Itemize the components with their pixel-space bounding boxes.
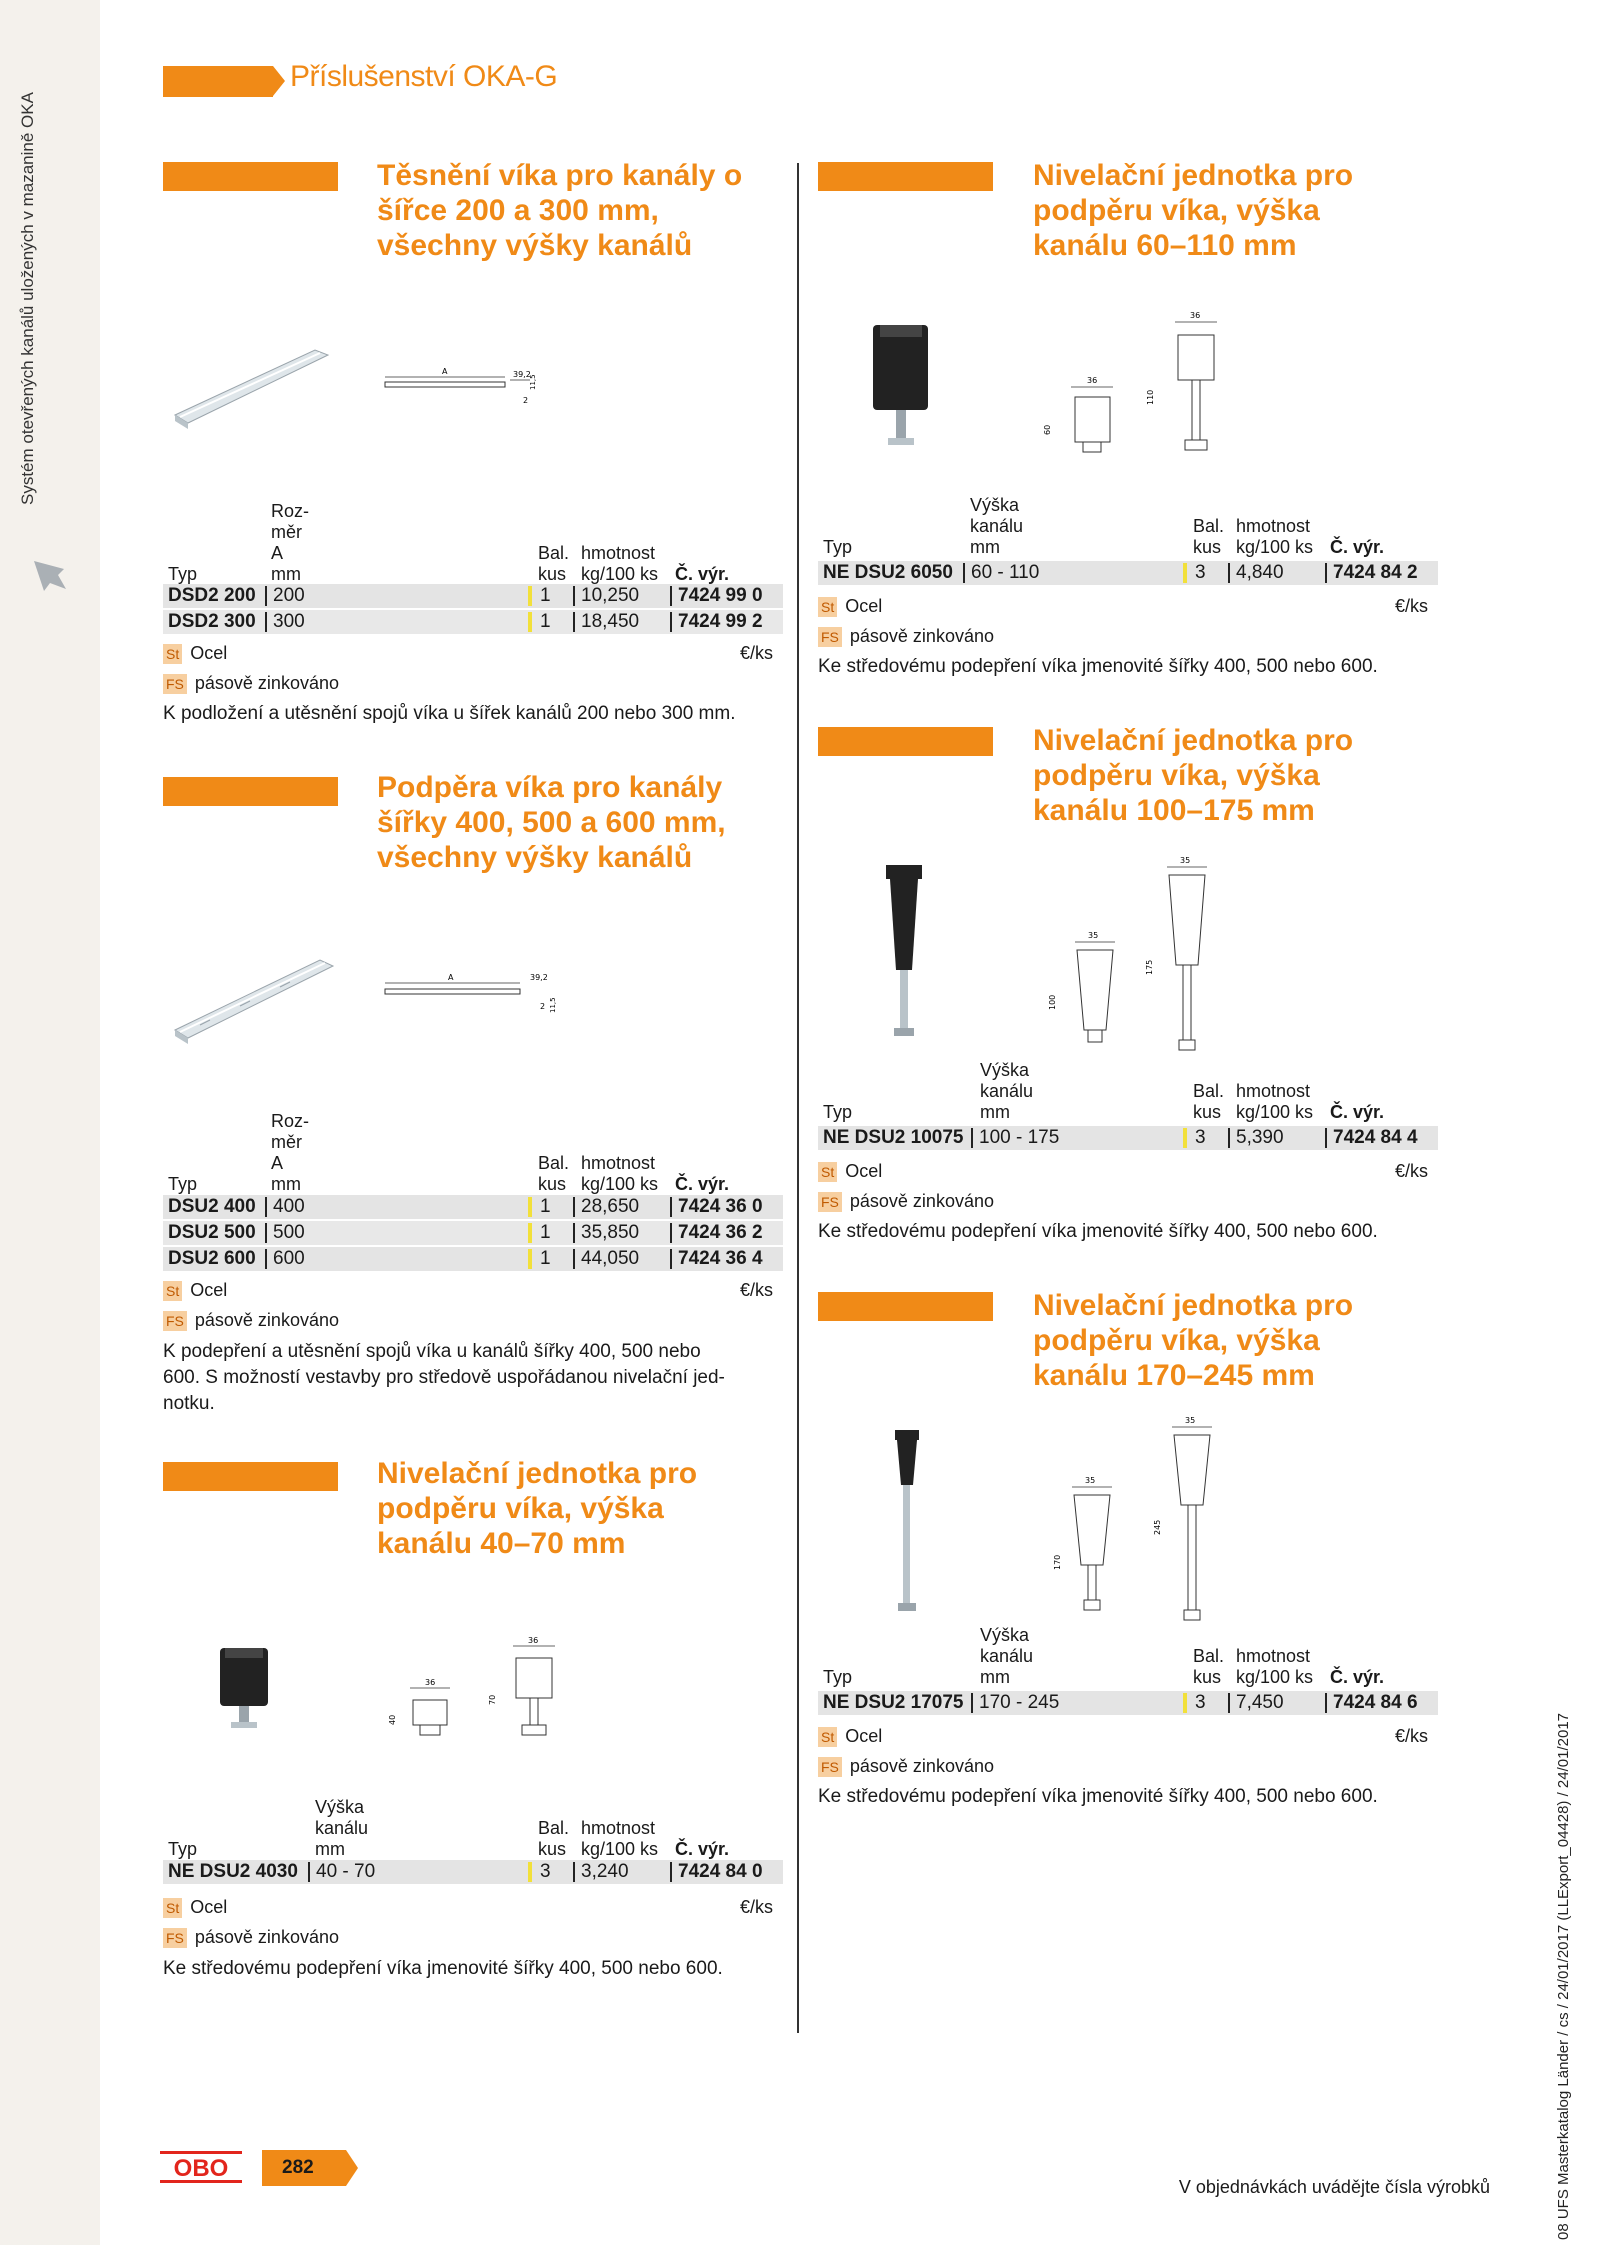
section-title-dsu2: Podpěra víka pro kanály šířky 400, 500 a 600 mm, všechny výšky kanálů <box>377 771 726 874</box>
section-bar <box>818 1292 993 1321</box>
section-title-ne4030: Nivelační jednotka pro podpěru víka, výška kanálu 40–70 mm <box>377 1457 698 1560</box>
section-title-dsd2: Těsnění víka pro kanály o šířce 200 a 300 mm, všechny výšky kanálů <box>377 159 743 262</box>
price-unit: €/ks <box>1395 596 1429 616</box>
section-bar <box>163 162 338 191</box>
column-divider <box>797 163 799 2033</box>
dsd2-dimension-drawing <box>380 360 570 415</box>
finish-fs: FS pásově zinkováno <box>818 624 994 648</box>
price-unit: €/ks <box>740 1897 774 1917</box>
material-steel: St Ocel <box>163 1895 227 1919</box>
material-steel: St Ocel <box>818 1724 882 1748</box>
ne6050-dimension-drawing <box>1035 305 1235 470</box>
table-row: DSU2 600 600 1 44,050 7424 36 4 <box>163 1247 783 1271</box>
section-bar <box>163 777 338 806</box>
svg-text:OBO: OBO <box>173 2155 229 2182</box>
price-unit: €/ks <box>740 643 774 663</box>
ne10075-table: Typ Výška kanálu mm Bal. kus hmotnost kg/100 ks Č. výr. <box>823 1060 1385 1122</box>
svg-text:36: 36 <box>425 1678 436 1687</box>
ne4030-dimension-drawing <box>380 1630 560 1750</box>
dsd2-description: K podložení a utěsnění spojů víka u šířek kanálů 200 nebo 300 mm. <box>163 703 736 724</box>
ne10075-product-image <box>880 860 930 1050</box>
material-steel: St Ocel <box>818 1159 882 1183</box>
svg-text:36: 36 <box>1190 311 1201 320</box>
page-number: 282 <box>282 2157 314 2178</box>
svg-text:70: 70 <box>488 1694 497 1705</box>
ne10075-dimension-drawing <box>1040 850 1240 1060</box>
table-row: NE DSU2 10075 100 - 175 3 5,390 7424 84 4 <box>818 1126 1438 1150</box>
ne10075-description: Ke středovému podepření víka jmenovité šířky 400, 500 nebo 600. <box>818 1221 1378 1242</box>
svg-text:35: 35 <box>1088 931 1099 940</box>
table-row: NE DSU2 17075 170 - 245 3 7,450 7424 84 6 <box>818 1691 1438 1715</box>
section-bar <box>818 727 993 756</box>
finish-fs: FS pásově zinkováno <box>163 1925 339 1949</box>
ne17075-dimension-drawing <box>1040 1410 1240 1625</box>
svg-text:110: 110 <box>1146 389 1155 405</box>
section-bar <box>818 162 993 191</box>
table-row: DSD2 200 200 1 10,250 7424 99 0 <box>163 584 783 608</box>
finish-fs: FS pásově zinkováno <box>163 671 339 695</box>
ne17075-description: Ke středovému podepření víka jmenovité šířky 400, 500 nebo 600. <box>818 1786 1378 1807</box>
ne17075-table: Typ Výška kanálu mm Bal. kus hmotnost kg/100 ks Č. výr. <box>823 1625 1385 1687</box>
catalog-meta-text: 08 UFS Masterkatalog Länder / cs / 24/01/2017 (LLExport_04428) / 24/01/2017 <box>1555 1712 1572 2240</box>
svg-text:2: 2 <box>540 1002 546 1011</box>
section-title-ne10075: Nivelační jednotka pro podpěru víka, výška kanálu 100–175 mm <box>1033 724 1354 827</box>
ne6050-product-image <box>868 320 938 460</box>
sidebar-arrow-icon <box>30 555 70 595</box>
sidebar <box>0 0 100 2245</box>
page-number-arrow <box>346 2150 358 2186</box>
svg-text:245: 245 <box>1153 1519 1162 1535</box>
finish-fs: FS pásově zinkováno <box>818 1754 994 1778</box>
material-steel: St Ocel <box>163 1278 227 1302</box>
ne4030-table: Typ Výška kanálu mm Bal. kus hmotnost kg/100 ks Č. výr. <box>168 1797 730 1859</box>
ne4030-product-image <box>215 1640 275 1740</box>
section-title-ne17075: Nivelační jednotka pro podpěru víka, výška kanálu 170–245 mm <box>1033 1289 1354 1392</box>
svg-text:60: 60 <box>1043 424 1052 435</box>
svg-text:11,5: 11,5 <box>549 997 557 1013</box>
svg-text:A: A <box>442 367 448 376</box>
price-unit: €/ks <box>740 1280 774 1300</box>
page-title: Příslušenství OKA-G <box>290 60 558 93</box>
header-arrow <box>273 66 285 96</box>
dsu2-product-image <box>170 955 335 1045</box>
table-row: NE DSU2 6050 60 - 110 3 4,840 7424 84 2 <box>818 561 1438 585</box>
svg-text:35: 35 <box>1085 1476 1096 1485</box>
svg-text:36: 36 <box>528 1636 539 1645</box>
material-steel: St Ocel <box>163 641 227 665</box>
table-row: DSU2 500 500 1 35,850 7424 36 2 <box>163 1221 783 1245</box>
svg-text:36: 36 <box>1087 376 1098 385</box>
svg-text:2: 2 <box>523 396 529 405</box>
sidebar-text: Systém otevřených kanálů uložených v mazanině OKA <box>18 92 37 505</box>
dsu2-dimension-drawing <box>380 965 570 1025</box>
svg-text:100: 100 <box>1048 994 1057 1010</box>
material-steel: St Ocel <box>818 594 882 618</box>
ne6050-description: Ke středovému podepření víka jmenovité šířky 400, 500 nebo 600. <box>818 656 1378 677</box>
svg-text:40: 40 <box>388 1714 397 1725</box>
finish-fs: FS pásově zinkováno <box>163 1308 339 1332</box>
dsu2-description: K podepření a utěsnění spojů víka u kanálů šířky 400, 500 nebo 600. S možností vestavby pro středově uspořádanou nivelační jed- notku. <box>163 1341 725 1414</box>
table-row: DSD2 300 300 1 18,450 7424 99 2 <box>163 610 783 634</box>
ne6050-table: Typ Výška kanálu mm Bal. kus hmotnost kg/100 ks Č. výr. <box>823 495 1385 557</box>
price-unit: €/ks <box>1395 1726 1429 1746</box>
svg-text:39,2: 39,2 <box>513 370 531 379</box>
svg-text:170: 170 <box>1053 1554 1062 1570</box>
svg-text:35: 35 <box>1180 856 1191 865</box>
svg-text:35: 35 <box>1185 1416 1196 1425</box>
price-unit: €/ks <box>1395 1161 1429 1181</box>
obo-logo <box>160 2150 242 2184</box>
table-row: DSU2 400 400 1 28,650 7424 36 0 <box>163 1195 783 1219</box>
dsd2-table: Typ Roz- měr A mm Bal. kus hmotnost kg/100 ks Č. výr. <box>168 501 730 584</box>
ne4030-description: Ke středovému podepření víka jmenovité šířky 400, 500 nebo 600. <box>163 1958 723 1979</box>
dsu2-table: Typ Roz- měr A mm Bal. kus hmotnost kg/100 ks Č. výr. <box>168 1111 730 1194</box>
svg-text:11,5: 11,5 <box>529 374 537 390</box>
ne17075-product-image <box>887 1425 927 1625</box>
svg-text:39,2: 39,2 <box>530 973 548 982</box>
svg-text:175: 175 <box>1145 959 1154 975</box>
section-title-ne6050: Nivelační jednotka pro podpěru víka, výška kanálu 60–110 mm <box>1033 159 1354 262</box>
header-bar <box>163 66 273 97</box>
svg-text:A: A <box>448 973 454 982</box>
section-bar <box>163 1462 338 1491</box>
order-note: V objednávkách uvádějte čísla výrobků <box>1178 2177 1490 2197</box>
table-row: NE DSU2 4030 40 - 70 3 3,240 7424 84 0 <box>163 1860 783 1884</box>
dsd2-product-image <box>170 345 330 430</box>
finish-fs: FS pásově zinkováno <box>818 1189 994 1213</box>
